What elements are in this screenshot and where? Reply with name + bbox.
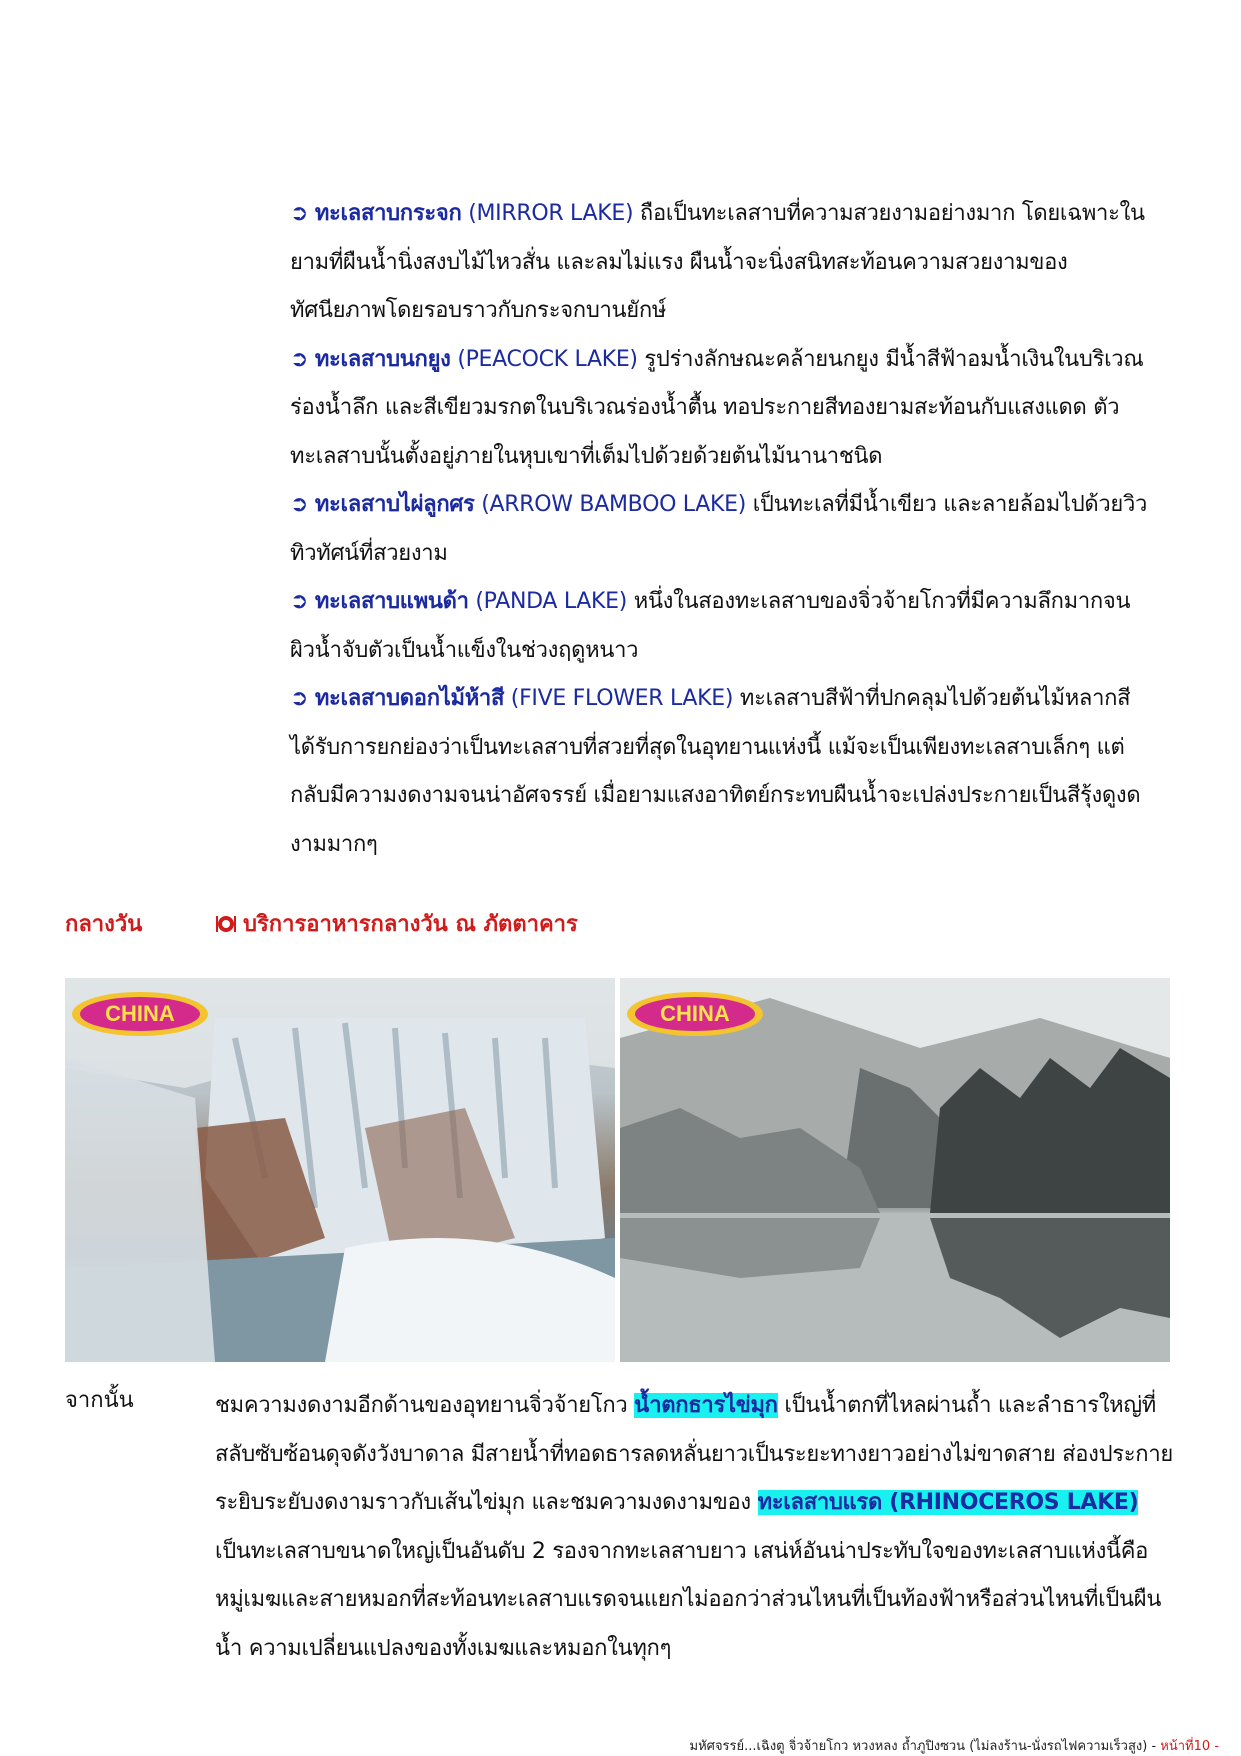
lake-list	[290, 190, 1160, 869]
arrow-icon: ➲	[290, 589, 309, 614]
lake-english-name: (FIVE FLOWER LAKE)	[510, 686, 734, 711]
after-text: เป็นน้ำตกที่ไหลผ่านถ้ำ และลำธารใหญ่ที่สลับซับซ้อนดุจดังวังบาดาล มีสายน้ำที่ทอดธารลดหลั่นยาวเป็นระยะทางยาวอย่างไม่ขาดสาย ส่องประกายระยิบระยับงดงามราวกับเส้นไข่มุก และชมความงดงามของ	[215, 1393, 1173, 1515]
lake-description: ทะเลสาบสีฟ้าที่ปกคลุมไปด้วยต้นไม้หลากสี ได้รับการยกย่องว่าเป็นทะเลสาบที่สวยที่สุดในอุทยานแห่งนี้ แม้จะเป็นเพียงทะเลสาบเล็กๆ แต่กลับมีความงดงามจนน่าอัศจรรย์ เมื่อยามแสงอาทิตย์กระทบผืนน้ำจะเปล่งประกายเป็นสีรุ้งดูงดงามมากๆ	[290, 686, 1141, 857]
lake-name: ทะเลสาบกระจก	[314, 201, 462, 226]
arrow-icon: ➲	[290, 346, 309, 372]
lake-english-name: (PANDA LAKE)	[475, 589, 628, 614]
lake-description: รูปร่างลักษณะคล้ายนกยูง มีน้ำสีฟ้าอมน้ำเงินในบริเวณร่องน้ำลึก และสีเขียวมรกตในบริเวณร่องน้ำตื้น ทอประกายสีทองยามสะท้อนกับแสงแดด ตัวทะเลสาบนั้นตั้งอยู่ภายในหุบเขาที่เต็มไปด้วยด้วยต้นไม้นานาชนิด	[290, 346, 1144, 469]
lake-description: หนึ่งในสองทะเลสาบของจิ่วจ้ายโกวที่มีความลึกมากจนผิวน้ำจับตัวเป็นน้ำแข็งในช่วงฤดูหนาว	[290, 589, 1131, 663]
lake-item	[290, 578, 1160, 675]
lake-description: เป็นทะเลที่มีน้ำเขียว และลายล้อมไปด้วยวิวทิวทัศน์ที่สวยงาม	[290, 492, 1148, 566]
china-logo	[620, 978, 770, 1042]
lake-item	[290, 190, 1160, 336]
lake-name: ทะเลสาบดอกไม้ห้าสี	[314, 686, 505, 711]
arrow-icon: ➲	[290, 201, 309, 226]
svg-text:CHINA: CHINA	[660, 1001, 730, 1026]
lake-item	[290, 481, 1160, 578]
lake-item	[290, 675, 1160, 869]
after-text: ชมความงดงามอีกด้านของอุทยานจิ่วจ้ายโกว	[215, 1393, 635, 1418]
lunch-line	[215, 906, 578, 941]
china-logo	[65, 978, 215, 1042]
after-description	[215, 1382, 1175, 1673]
lake-name: ทะเลสาบแพนด้า	[314, 589, 469, 614]
lake-english-name: (MIRROR LAKE)	[468, 201, 634, 226]
lake-english-name: (PEACOCK LAKE)	[457, 346, 638, 372]
lake-name: ทะเลสาบนกยูง	[314, 346, 451, 372]
after-label: จากนั้น	[65, 1388, 134, 1413]
after-text: เป็นทะเลสาบขนาดใหญ่เป็นอันดับ 2 รองจากทะเลสาบยาว เสน่ห์อันน่าประทับใจของทะเลสาบแห่งนี้คือ หมู่เมฆและสายหมอกที่สะท้อนทะเลสาบแรดจนแยกไม่ออกว่าส่วนไหนที่เป็นท้องฟ้าหรือส่วนไหนที่เป็นผืนน้ำ ความเปลี่ยนแปลงของทั้งเมฆและหมอกในทุกๆ	[215, 1538, 1162, 1661]
footer-text: มหัศจรรย์...เฉิงตู จิ่วจ้ายโกว หวงหลง ถ้ำภูปิงซวน (ไม่ลงร้าน-นั่งรถไฟความเร็วสูง) -	[689, 1739, 1161, 1754]
pearl-waterfall-photo	[65, 978, 615, 1362]
rhinoceros-lake-photo	[620, 978, 1170, 1362]
lake-name: ทะเลสาบไผ่ลูกศร	[314, 492, 475, 517]
arrow-icon: ➲	[290, 492, 309, 517]
page-footer	[690, 1735, 1219, 1756]
pearl-waterfall-highlight: น้ำตกธารไข่มุก	[634, 1393, 778, 1418]
page-number: หน้าที่10 -	[1160, 1739, 1219, 1754]
lunch-label: กลางวัน	[65, 912, 143, 937]
rhinoceros-lake-highlight: ทะเลสาบแรด (RHINOCEROS LAKE)	[757, 1490, 1139, 1515]
arrow-icon: ➲	[290, 686, 309, 711]
svg-text:CHINA: CHINA	[105, 1001, 175, 1026]
lake-description: ถือเป็นทะเลสาบที่ความสวยงามอย่างมาก โดยเฉพาะในยามที่ผืนน้ำนิ่งสงบไม้ไหวสั่น และลมไม่แรง ผืนน้ำจะนิ่งสนิทสะท้อนความสวยงามของทัศนียภาพโดยรอบราวกับกระจกบานยักษ์	[290, 201, 1145, 323]
lake-item	[290, 336, 1160, 482]
meal-icon	[215, 914, 237, 934]
lunch-text: บริการอาหารกลางวัน ณ ภัตตาคาร	[243, 912, 578, 937]
lake-english-name: (ARROW BAMBOO LAKE)	[481, 492, 747, 517]
